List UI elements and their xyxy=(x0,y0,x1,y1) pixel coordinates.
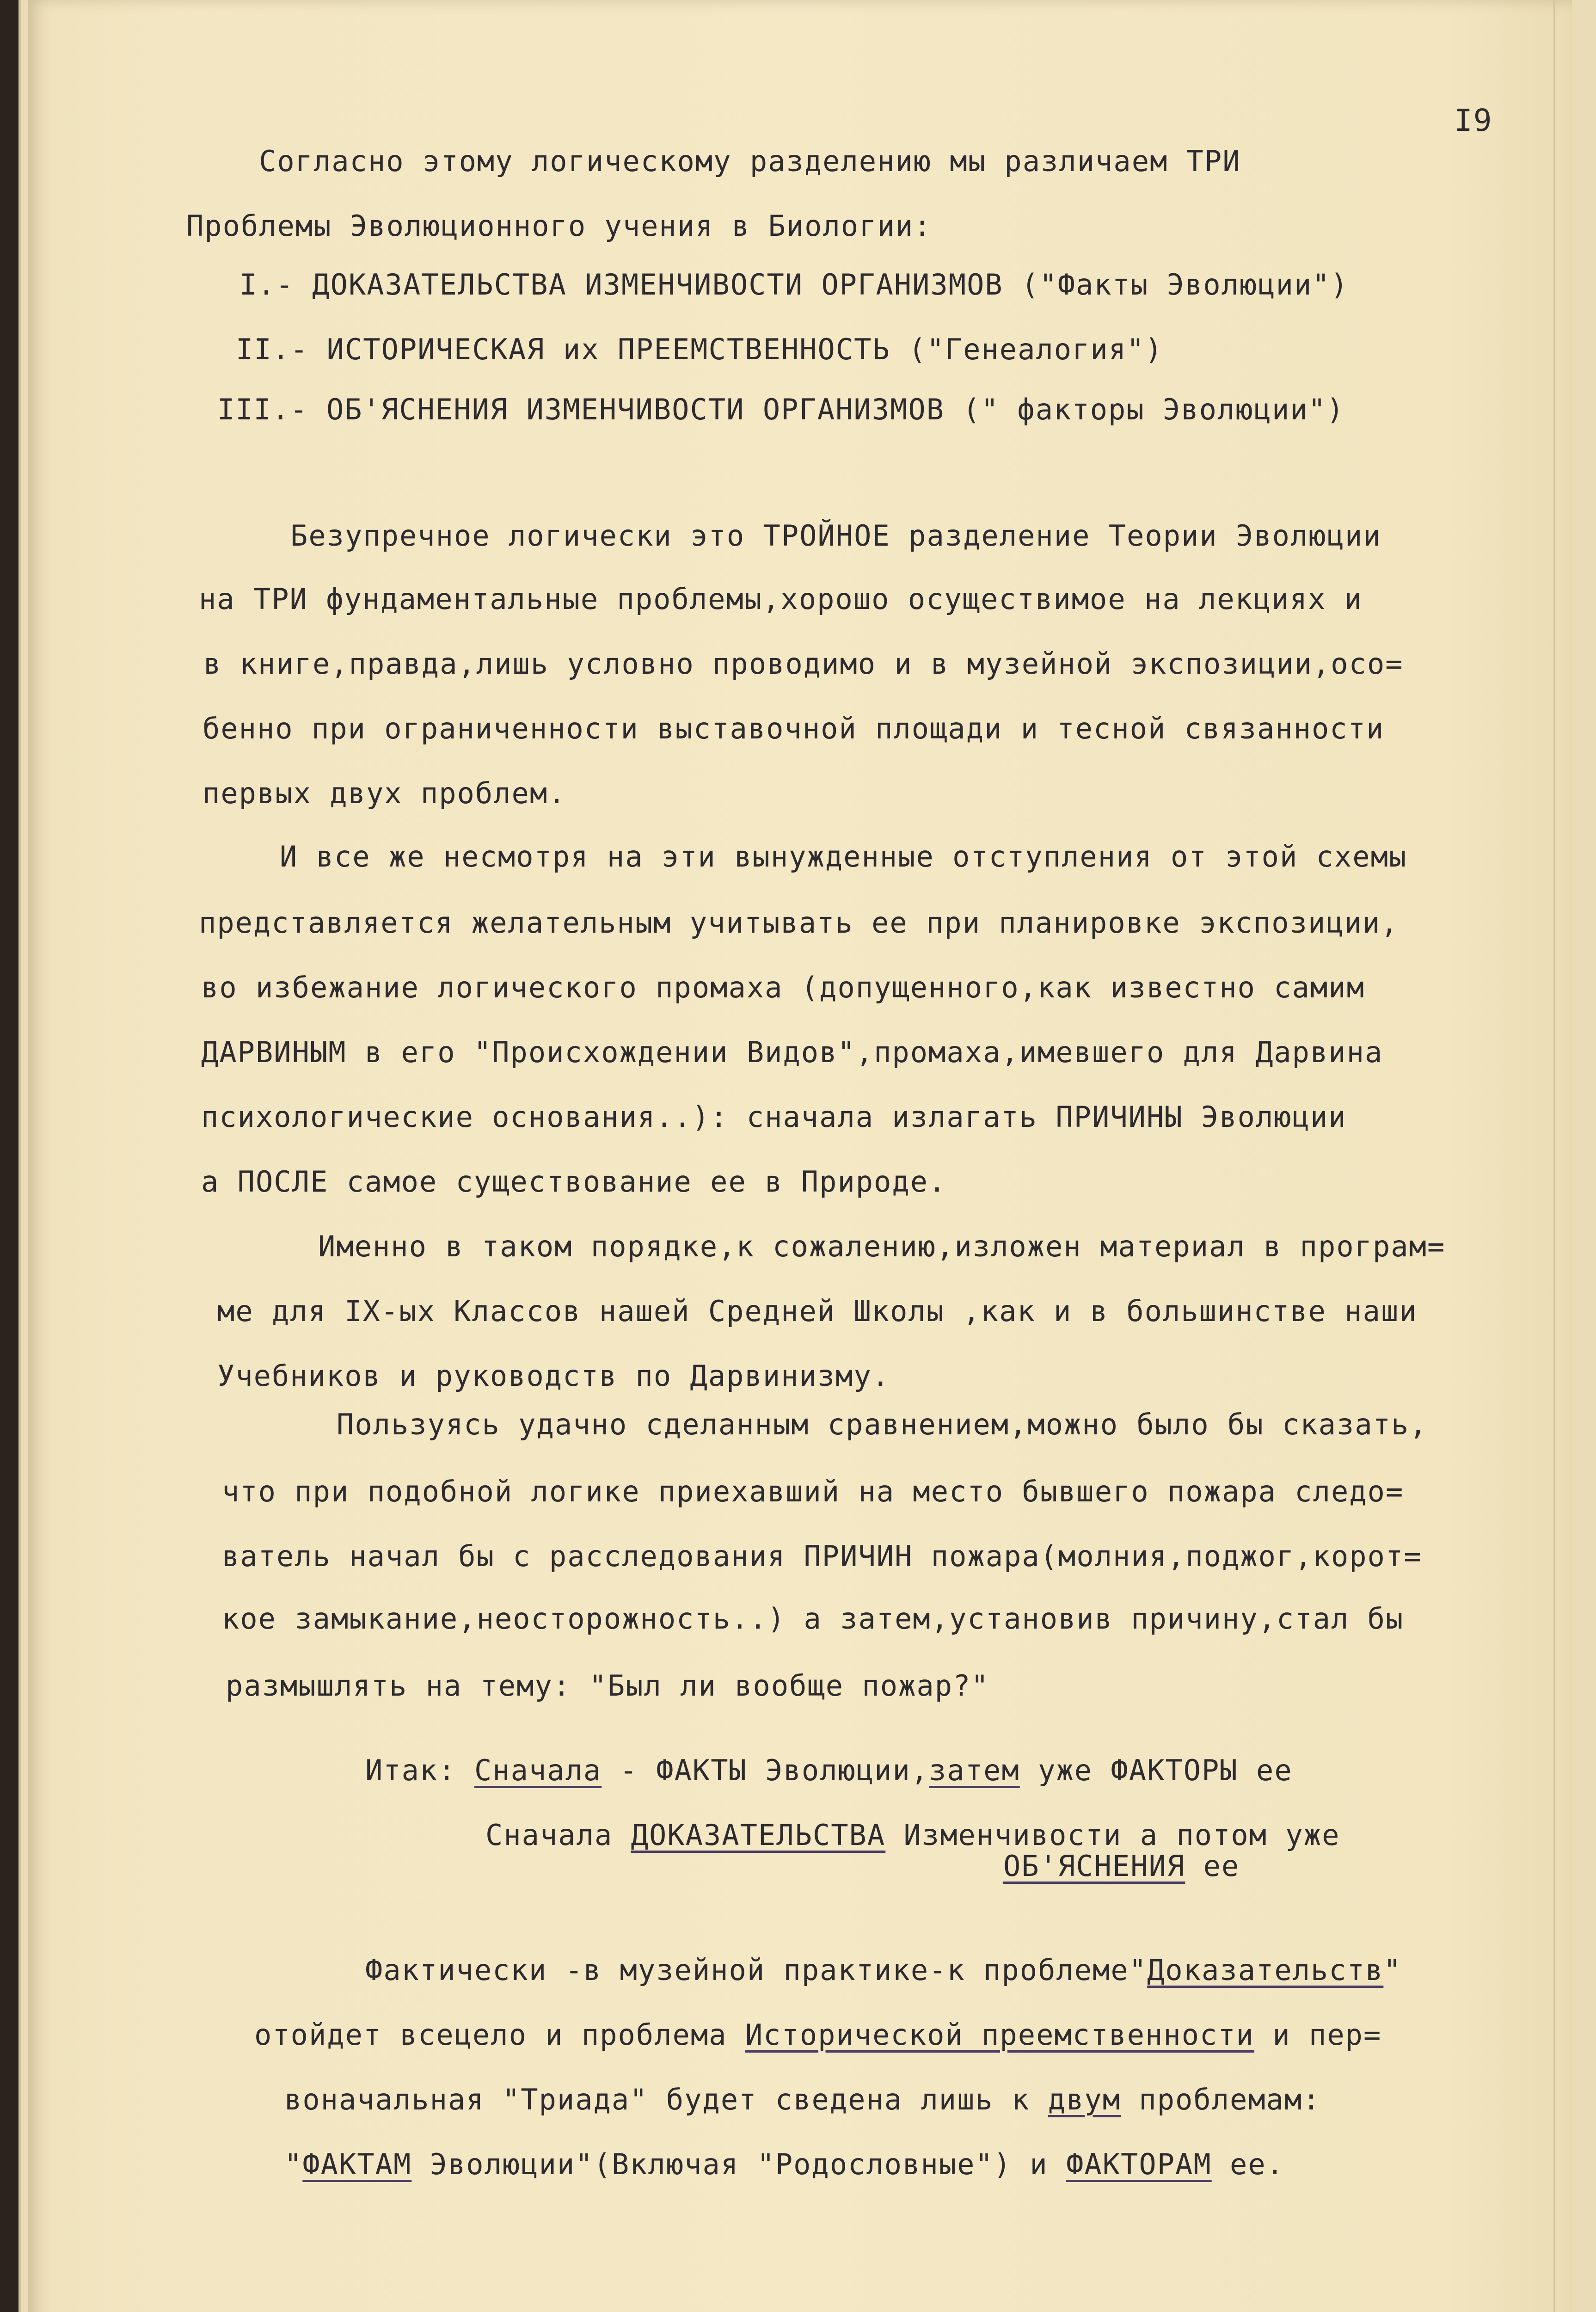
p5-l1-pre: Фактически -в музейной практике-к проблеме" xyxy=(365,1953,1148,1987)
p5-dokazatelstv-underlined: Доказательств xyxy=(1147,1953,1384,1987)
page-number: I9 xyxy=(1454,103,1493,138)
summary-izmenchivosti: Изменчивости а потом уже xyxy=(885,1818,1340,1852)
p5-l4-quote: " xyxy=(284,2147,303,2181)
p5-l3-post: проблемам: xyxy=(1121,2083,1321,2116)
summary-ee: ее xyxy=(1185,1849,1240,1883)
intro-line-1: Согласно этому логическому разделению мы различаем ТРИ xyxy=(259,144,1241,178)
p5-l2-post: и пер= xyxy=(1254,2018,1382,2052)
paragraph1-line-1: Безупречное логически это ТРОЙНОЕ разделение Теории Эволюции xyxy=(290,519,1381,553)
summary-line-1 xyxy=(365,1753,1293,1787)
summary-fakty: - ФАКТЫ Эволюции, xyxy=(602,1753,929,1787)
summary-obyasneniya-underlined: ОБ'ЯСНЕНИЯ xyxy=(1003,1849,1185,1883)
p5-faktoram-underlined: ФАКТОРАМ xyxy=(1066,2147,1212,2181)
summary-itak: Итак: xyxy=(365,1753,456,1787)
problem-2: II.- ИСТОРИЧЕСКАЯ их ПРЕЕМСТВЕННОСТЬ ("Генеалогия") xyxy=(236,332,1163,366)
summary-snachala-underlined: Сначала xyxy=(474,1753,602,1787)
paragraph5-line-2 xyxy=(254,2018,1382,2052)
summary-line-3 xyxy=(1003,1849,1240,1883)
paragraph3-line-3: Учебников и руководств по Дарвинизму. xyxy=(217,1359,890,1393)
paragraph4-line-3: ватель начал бы с расследования ПРИЧИН пожара(молния,поджог,корот= xyxy=(222,1539,1422,1573)
paragraph2-line-1: И все же несмотря на эти вынужденные отступления от этой схемы xyxy=(280,840,1407,873)
problem-1: I.- ДОКАЗАТЕЛЬСТВА ИЗМЕНЧИВОСТИ ОРГАНИЗМОВ ("Факты Эволюции") xyxy=(239,268,1349,301)
p5-l4-post: ее. xyxy=(1211,2147,1285,2181)
document-page xyxy=(28,0,1572,2312)
p5-faktam-underlined: ФАКТАМ xyxy=(302,2147,412,2181)
paragraph2-line-6: а ПОСЛЕ самое существование ее в Природе. xyxy=(201,1165,947,1199)
p5-l4-mid: Эволюции"(Включая "Родословные") и xyxy=(411,2147,1067,2181)
paragraph5-line-4 xyxy=(284,2147,1285,2181)
p5-l2-pre: отойдет всецело и проблема xyxy=(254,2018,745,2052)
p5-istoricheskoi-underlined: Исторической преемственности xyxy=(745,2018,1255,2052)
summary-line-2 xyxy=(485,1818,1340,1852)
summary-faktory: уже ФАКТОРЫ ее xyxy=(1019,1753,1293,1787)
summary-zatem-underlined: затем xyxy=(929,1753,1020,1787)
paragraph1-line-5: первых двух проблем. xyxy=(203,776,566,810)
paragraph2-line-3: во избежание логического промаха (допущенного,как известно самим xyxy=(201,971,1365,1004)
paragraph1-line-2: на ТРИ фундаментальные проблемы,хорошо осуществимое на лекциях и xyxy=(199,582,1363,616)
p5-l3-pre: воначальная "Триада" будет сведена лишь к xyxy=(284,2083,1048,2116)
paragraph2-line-4: ДАРВИНЫМ в его "Происхождении Видов",промаха,имевшего для Дарвина xyxy=(201,1035,1383,1069)
paragraph3-line-1: Именно в таком порядке,к сожалению,изложен материал в програм= xyxy=(318,1230,1446,1263)
paragraph4-line-5: размышлять на тему: "Был ли вообще пожар?" xyxy=(226,1669,989,1703)
p5-l1-post: " xyxy=(1383,1953,1402,1987)
summary-dokazatelstva-underlined: ДОКАЗАТЕЛЬСТВА xyxy=(631,1818,886,1852)
paragraph2-line-5: психологические основания..): сначала излагать ПРИЧИНЫ Эволюции xyxy=(201,1100,1347,1134)
paragraph5-line-3 xyxy=(284,2085,1321,2114)
paragraph4-line-2: что при подобной логике приехавший на место бывшего пожара следо= xyxy=(222,1475,1404,1508)
paragraph3-line-2: ме для IX-ых Классов нашей Средней Школы ,как и в большинстве наши xyxy=(217,1294,1418,1328)
summary-snachala-2: Сначала xyxy=(485,1818,631,1852)
paragraph1-line-4: бенно при ограниченности выставочной площади и тесной связанности xyxy=(203,712,1385,745)
p5-dvum-underlined: двум xyxy=(1048,2083,1121,2116)
intro-line-2: Проблемы Эволюционного учения в Биологии: xyxy=(186,209,932,243)
paragraph4-line-4: кое замыкание,неосторожность..) а затем,установив причину,стал бы xyxy=(222,1602,1404,1636)
paragraph2-line-2: представляется желательным учитывать ее при планировке экспозиции, xyxy=(199,906,1399,940)
sheet-edge xyxy=(1553,0,1555,2312)
problem-3: III.- ОБ'ЯСНЕНИЯ ИЗМЕНЧИВОСТИ ОРГАНИЗМОВ (" факторы Эволюции") xyxy=(217,393,1345,426)
paragraph1-line-3: в книге,правда,лишь условно проводимо и в музейной экспозиции,осо= xyxy=(203,647,1404,681)
paragraph5-line-1 xyxy=(365,1953,1402,1987)
paragraph4-line-1: Пользуясь удачно сделанным сравнением,можно было бы сказать, xyxy=(337,1408,1428,1441)
